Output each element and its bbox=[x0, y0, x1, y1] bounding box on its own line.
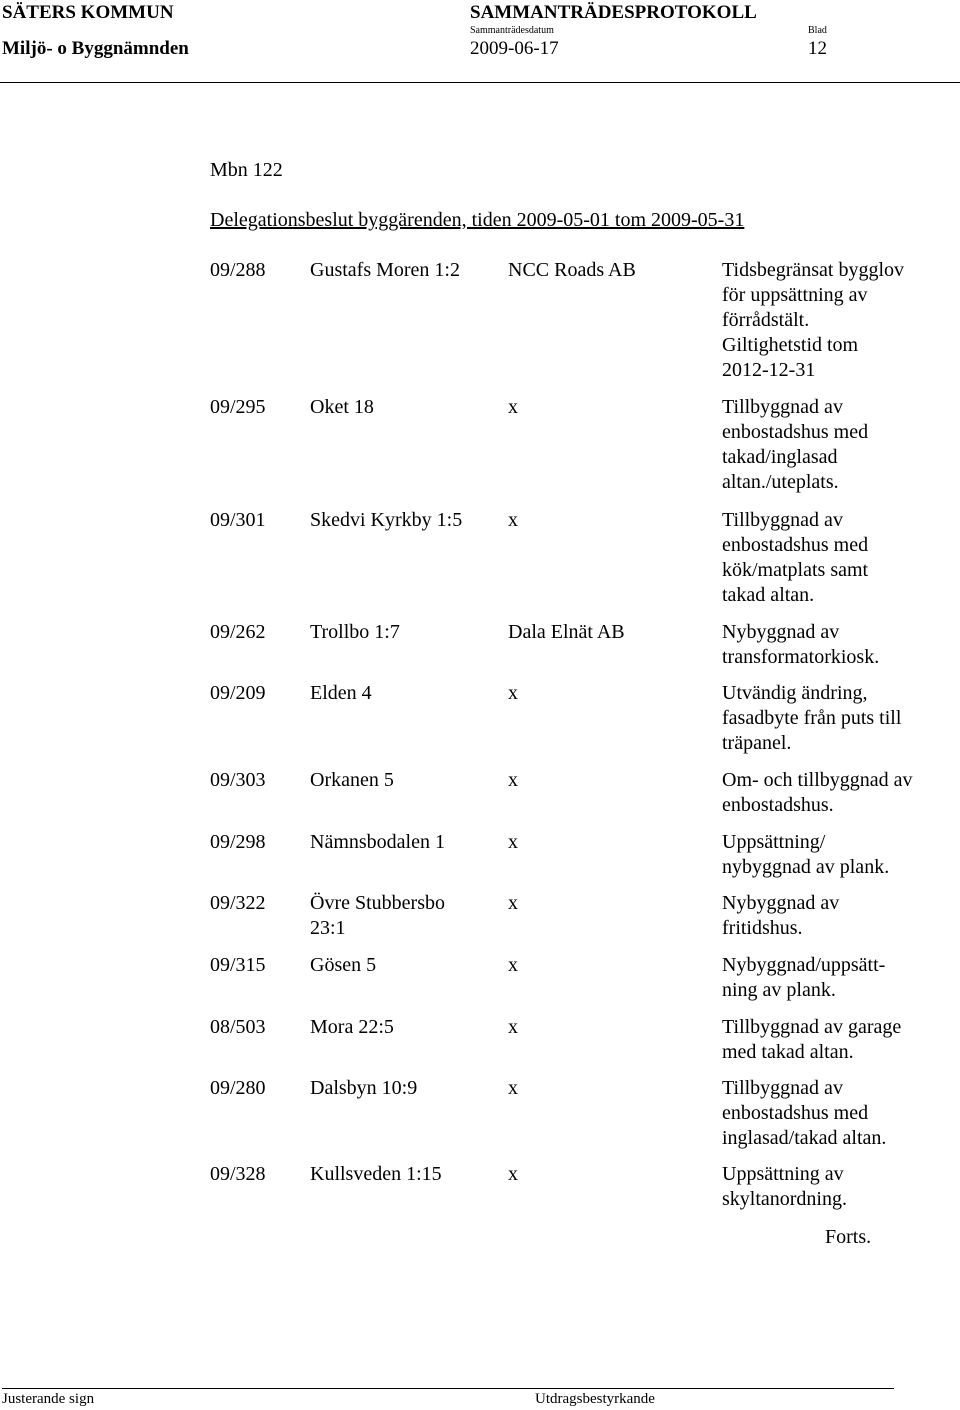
case-applicant: NCC Roads AB bbox=[508, 259, 636, 281]
case-description-line: takad altan. bbox=[722, 584, 815, 606]
section-title: Delegationsbeslut byggärenden, tiden 2009-05-01 tom 2009-05-31 bbox=[210, 209, 745, 231]
case-description bbox=[722, 1076, 886, 1151]
case-property bbox=[310, 768, 394, 793]
case-description-line: skyltanordning. bbox=[722, 1188, 847, 1210]
case-description-line: Uppsättning av bbox=[722, 1163, 844, 1185]
municipality-name: SÄTERS KOMMUN bbox=[2, 2, 174, 23]
adjuster-sign-label: Justerande sign bbox=[2, 1391, 95, 1407]
case-property bbox=[310, 1015, 394, 1040]
case-description-line: Tidsbegränsat bygglov bbox=[722, 259, 905, 281]
case-property-line: Trollbo 1:7 bbox=[310, 621, 400, 643]
case-description-line: nybyggnad av plank. bbox=[722, 856, 890, 878]
case-applicant: x bbox=[508, 396, 518, 418]
case-description-line: enbostadshus. bbox=[722, 794, 834, 816]
case-description bbox=[722, 768, 913, 818]
case-description-line: kök/matplats samt bbox=[722, 559, 869, 581]
case-applicant: x bbox=[508, 892, 518, 914]
case-property-line: Kullsveden 1:15 bbox=[310, 1163, 442, 1185]
case-id: 09/298 bbox=[210, 831, 266, 853]
case-property bbox=[310, 508, 462, 533]
case-id: 09/288 bbox=[210, 259, 266, 281]
case-description-line: fasadbyte från puts till bbox=[722, 707, 902, 729]
case-property bbox=[310, 395, 374, 420]
committee-name: Miljö- o Byggnämnden bbox=[2, 38, 189, 59]
case-id: 08/503 bbox=[210, 1016, 266, 1038]
case-description-line: med takad altan. bbox=[722, 1041, 854, 1063]
case-description bbox=[722, 953, 885, 1003]
case-applicant: x bbox=[508, 1163, 518, 1185]
case-description-line: 2012-12-31 bbox=[722, 359, 816, 381]
case-property bbox=[310, 258, 460, 283]
case-id: 09/280 bbox=[210, 1077, 266, 1099]
case-property-line: Gustafs Moren 1:2 bbox=[310, 259, 460, 281]
case-property-line: Gösen 5 bbox=[310, 954, 377, 976]
case-description-line: transformatorkiosk. bbox=[722, 646, 880, 668]
case-property-line: Skedvi Kyrkby 1:5 bbox=[310, 509, 463, 531]
case-property-line: Orkanen 5 bbox=[310, 769, 394, 791]
case-id: 09/262 bbox=[210, 621, 266, 643]
case-description-line: inglasad/takad altan. bbox=[722, 1127, 887, 1149]
meeting-date: 2009-06-17 bbox=[470, 38, 559, 59]
case-description-line: enbostadshus med bbox=[722, 421, 869, 443]
case-description-line: förrådstält. bbox=[722, 309, 810, 331]
case-id: 09/209 bbox=[210, 682, 266, 704]
case-applicant: x bbox=[508, 509, 518, 531]
date-label: Sammanträdesdatum bbox=[470, 25, 554, 36]
case-description-line: för uppsättning av bbox=[722, 284, 868, 306]
case-description bbox=[722, 1015, 901, 1065]
case-property-line: 23:1 bbox=[310, 917, 346, 939]
case-applicant: x bbox=[508, 831, 518, 853]
case-description-line: Utvändig ändring, bbox=[722, 682, 868, 704]
case-property bbox=[310, 1162, 442, 1187]
case-property bbox=[310, 1076, 417, 1101]
case-property-line: Mora 22:5 bbox=[310, 1016, 394, 1038]
case-description-line: Nybyggnad/uppsätt- bbox=[722, 954, 886, 976]
case-description bbox=[722, 620, 879, 670]
case-applicant: x bbox=[508, 954, 518, 976]
case-description-line: Tillbyggnad av bbox=[722, 396, 843, 418]
case-description-line: träpanel. bbox=[722, 732, 792, 754]
case-description bbox=[722, 891, 839, 941]
case-applicant: x bbox=[508, 769, 518, 791]
header-divider bbox=[0, 82, 960, 83]
protocol-title: SAMMANTRÄDESPROTOKOLL bbox=[470, 2, 757, 23]
case-property bbox=[310, 953, 376, 978]
case-property-line: Nämnsbodalen 1 bbox=[310, 831, 445, 853]
case-applicant: x bbox=[508, 1016, 518, 1038]
case-id: 09/322 bbox=[210, 892, 266, 914]
case-property bbox=[310, 830, 445, 855]
case-description bbox=[722, 681, 901, 756]
section-number: Mbn 122 bbox=[210, 159, 283, 181]
case-property bbox=[310, 620, 400, 645]
case-id: 09/295 bbox=[210, 396, 266, 418]
case-description-line: Nybyggnad av bbox=[722, 892, 840, 914]
case-description-line: Nybyggnad av bbox=[722, 621, 840, 643]
signature-line bbox=[2, 1388, 894, 1389]
continuation-note: Forts. bbox=[825, 1226, 872, 1248]
case-description-line: takad/inglasad bbox=[722, 446, 838, 468]
case-property-line: Elden 4 bbox=[310, 682, 372, 704]
page-label: Blad bbox=[808, 25, 827, 36]
case-description bbox=[722, 830, 889, 880]
case-description-line: enbostadshus med bbox=[722, 534, 869, 556]
case-description-line: Tillbyggnad av garage bbox=[722, 1016, 902, 1038]
case-property-line: Övre Stubbersbo bbox=[310, 892, 445, 914]
case-id: 09/303 bbox=[210, 769, 266, 791]
case-property bbox=[310, 891, 445, 941]
case-applicant: x bbox=[508, 1077, 518, 1099]
case-description-line: Tillbyggnad av bbox=[722, 509, 843, 531]
case-property bbox=[310, 681, 372, 706]
case-description-line: altan./uteplats. bbox=[722, 471, 839, 493]
case-description-line: Giltighetstid tom bbox=[722, 334, 859, 356]
case-property-line: Oket 18 bbox=[310, 396, 374, 418]
case-applicant: x bbox=[508, 682, 518, 704]
case-description-line: ning av plank. bbox=[722, 979, 836, 1001]
case-property-line: Dalsbyn 10:9 bbox=[310, 1077, 418, 1099]
case-description bbox=[722, 395, 868, 495]
case-description bbox=[722, 258, 904, 383]
case-description bbox=[722, 508, 868, 608]
case-id: 09/301 bbox=[210, 509, 266, 531]
case-description bbox=[722, 1162, 847, 1212]
case-id: 09/315 bbox=[210, 954, 266, 976]
case-id: 09/328 bbox=[210, 1163, 266, 1185]
case-applicant: Dala Elnät AB bbox=[508, 621, 625, 643]
case-description-line: fritidshus. bbox=[722, 917, 803, 939]
extract-cert-label: Utdragsbestyrkande bbox=[535, 1391, 655, 1407]
case-description-line: Uppsättning/ bbox=[722, 831, 826, 853]
case-description-line: enbostadshus med bbox=[722, 1102, 869, 1124]
case-description-line: Tillbyggnad av bbox=[722, 1077, 843, 1099]
page-number: 12 bbox=[808, 38, 827, 59]
case-description-line: Om- och tillbyggnad av bbox=[722, 769, 913, 791]
